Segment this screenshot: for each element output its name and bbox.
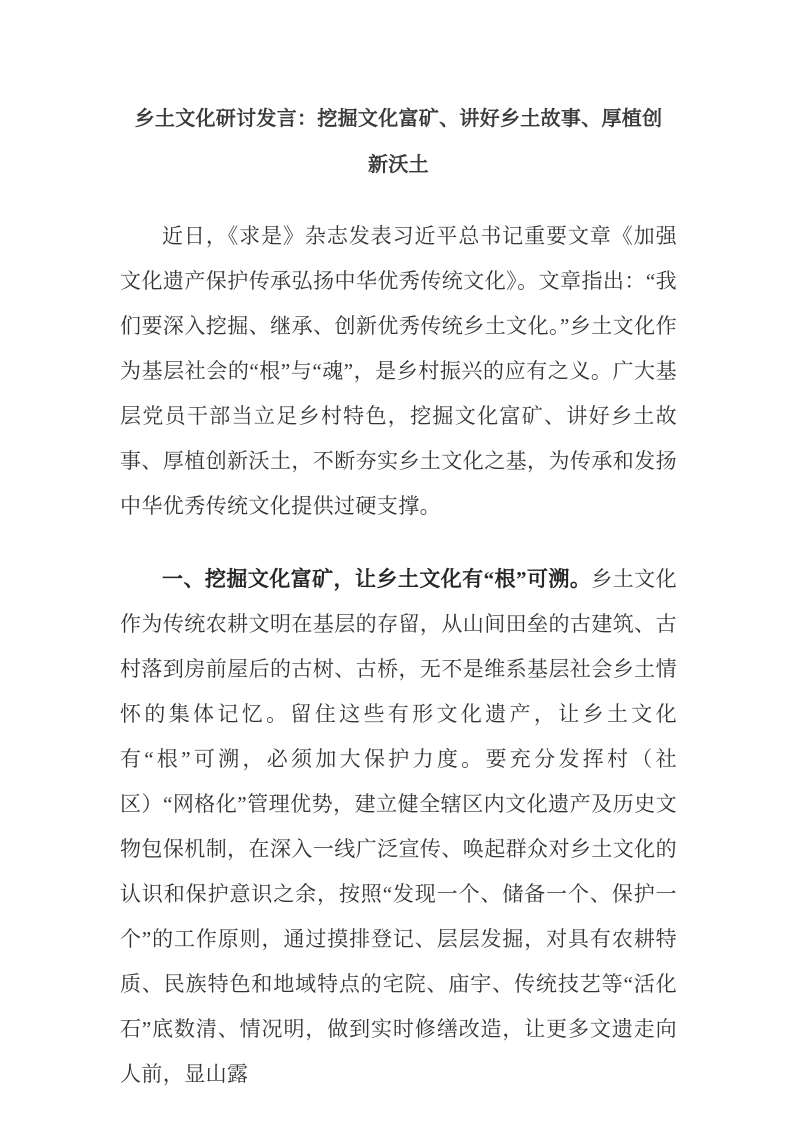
intro-paragraph: 近日，《求是》杂志发表习近平总书记重要文章《加强文化遗产保护传承弘扬中华优秀传统文化》。文章指出：“我们要深入挖掘、继承、创新优秀传统乡土文化。”乡土文化作为基层社会的“根”与“魂”，是乡村振兴的应有之义。广大基层党员干部当立足乡村特色，挖掘文化富矿、讲好乡土故事、厚植创新沃土，不断夯实乡土文化之基，为传承和发扬中华优秀传统文化提供过硬支撑。 xyxy=(120,224,677,518)
title-line-1: 乡土文化研讨发言：挖掘文化富矿、讲好乡土故事、厚植创 xyxy=(134,108,663,130)
section-paragraph xyxy=(120,557,677,1097)
section-heading: 一、挖掘文化富矿，让乡土文化有“根”可溯。 xyxy=(162,567,592,591)
title-line-2: 新沃土 xyxy=(368,154,429,176)
document-title xyxy=(120,96,677,188)
section-body-text: 乡土文化作为传统农耕文明在基层的存留，从山间田垒的古建筑、古村落到房前屋后的古树、古桥，无不是维系基层社会乡土情怀的集体记忆。留住这些有形文化遗产，让乡土文化有“根”可溯，必须加大保护力度。要充分发挥村（社区）“网格化”管理优势，建立健全辖区内文化遗产及历史文物包保机制，在深入一线广泛宣传、唤起群众对乡土文化的认识和保护意识之余，按照“发现一个、储备一个、保护一个”的工作原则，通过摸排登记、层层发掘，对具有农耕特质、民族特色和地域特点的宅院、庙宇、传统技艺等“活化石”底数清、情况明，做到实时修缮改造，让更多文遗走向人前，显山露 xyxy=(120,567,677,1086)
